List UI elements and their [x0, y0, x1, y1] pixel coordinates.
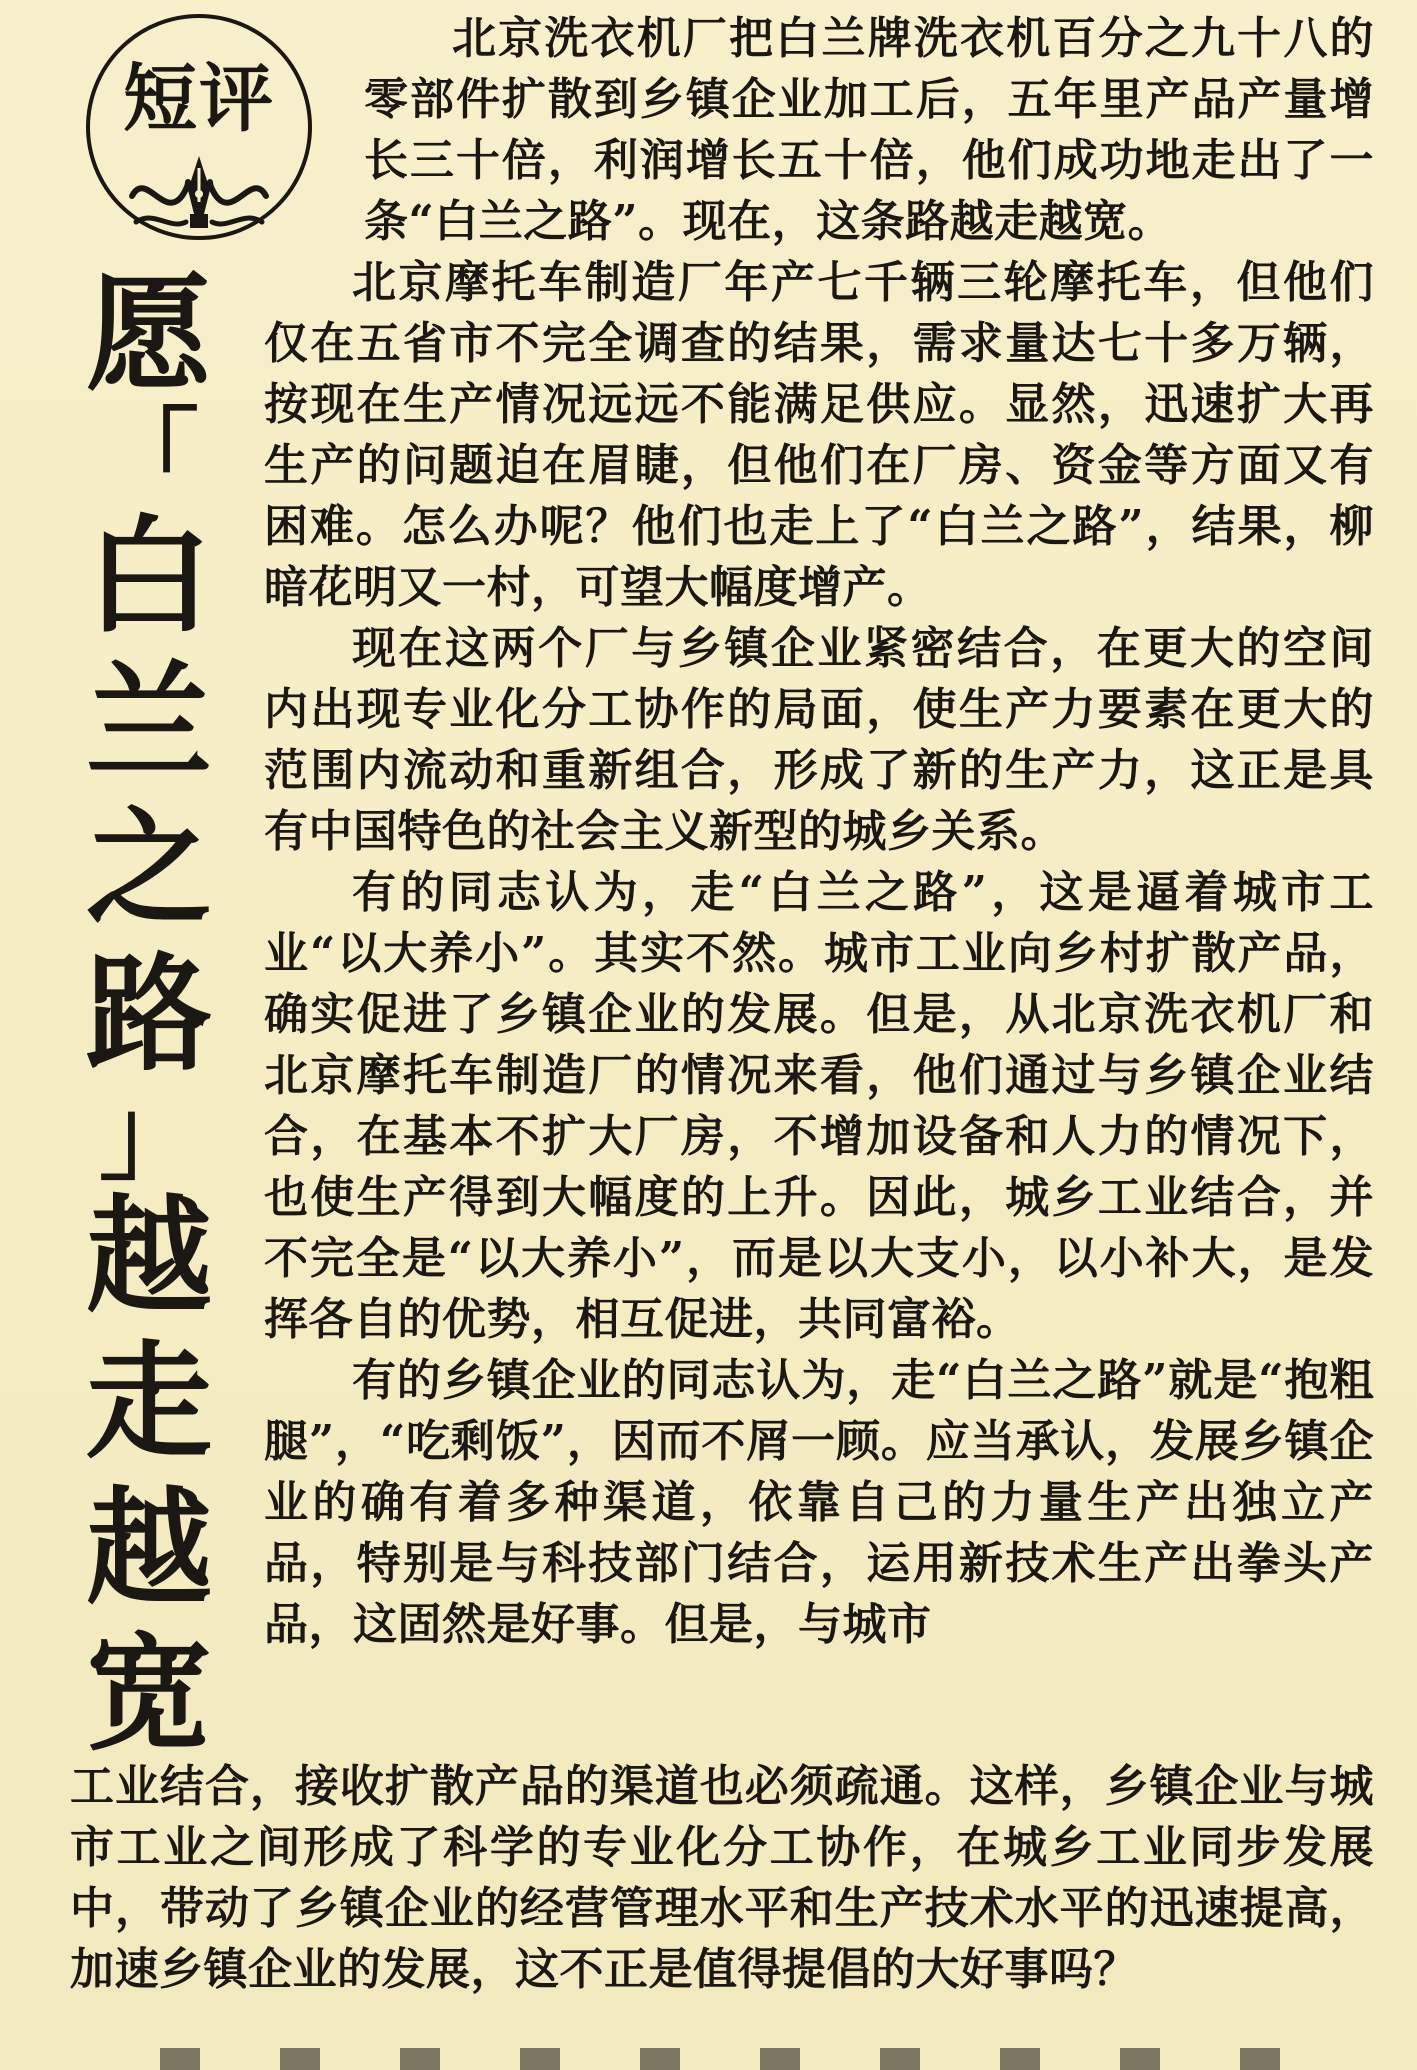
headline-char: 走	[86, 1329, 212, 1476]
article-body	[264, 8, 1374, 1655]
article-paragraph-4: 有的同志认为，走“白兰之路”，这是逼着城市工业“以大养小”。其实不然。城市工业向乡村扩散产品，确实促进了乡镇企业的发展。但是，从北京洗衣机厂和北京摩托车制造厂的情况来看，他们通过与乡镇企业结合，在基本不扩大厂房，不增加设备和人力的情况下，也使生产得到大幅度的上升。因此，城乡工业结合，并不完全是“以大养小”，而是以大支小，以小补大，是发挥各自的优势，相互促进，共同富裕。	[264, 867, 1374, 1345]
headline-char: 宽	[86, 1621, 212, 1768]
article-paragraph-1: 北京洗衣机厂把白兰牌洗衣机百分之九十八的零部件扩散到乡镇企业加工后，五年里产品产量增长三十倍，利润增长五十倍，他们成功地走出了一条“白兰之路”。现在，这条路越走越宽。	[364, 13, 1374, 247]
article-paragraph-2: 北京摩托车制造厂年产七千辆三轮摩托车，但他们仅在五省市不完全调查的结果，需求量达七十多万辆，按现在生产情况远远不能满足供应。显然，迅速扩大再生产的问题迫在眉睫，但他们在厂房、资金等方面又有困难。怎么办呢？他们也走上了“白兰之路”，结果，柳暗花明又一村，可望大幅度增产。	[264, 257, 1374, 613]
headline-char: 愿	[86, 261, 212, 408]
headline-char: 白	[86, 503, 212, 650]
headline-char: 越	[86, 1183, 212, 1330]
seal-label: 短评	[123, 56, 275, 142]
headline-char: 路	[86, 941, 212, 1088]
article-paragraph-5: 有的乡镇企业的同志认为，走“白兰之路”就是“抱粗腿”，“吃剩饭”，因而不屑一顾。应当承认，发展乡镇企业的确有着多种渠道，依靠自己的力量生产出独立产品，特别是与科技部门结合，运用新技术生产出拳头产品，这固然是好事。但是，与城市	[264, 1355, 1374, 1650]
headline-bracket-open: 「	[99, 397, 199, 514]
headline-char: 之	[86, 795, 212, 942]
article-paragraph-5-continued: 工业结合，接收扩散产品的渠道也必须疏通。这样，乡镇企业与城市工业之间形成了科学的专业化分工协作，在城乡工业同步发展中，带动了乡镇企业的经营管理水平和生产技术水平的迅速提高，加速乡镇企业的发展，这不正是值得提倡的大好事吗？	[70, 1761, 1374, 1995]
headline-char: 越	[86, 1475, 212, 1622]
pen-nib-icon	[124, 150, 274, 236]
headline-char: 兰	[86, 649, 212, 796]
headline-bracket-close: 」	[99, 1077, 199, 1194]
cropped-next-line	[160, 2048, 1360, 2070]
vertical-headline	[74, 262, 224, 1768]
article-paragraph-3: 现在这两个厂与乡镇企业紧密结合，在更大的空间内出现专业化分工协作的局面，使生产力要素在更大的范围内流动和重新组合，形成了新的生产力，这正是具有中国特色的社会主义新型的城乡关系。	[264, 623, 1374, 857]
